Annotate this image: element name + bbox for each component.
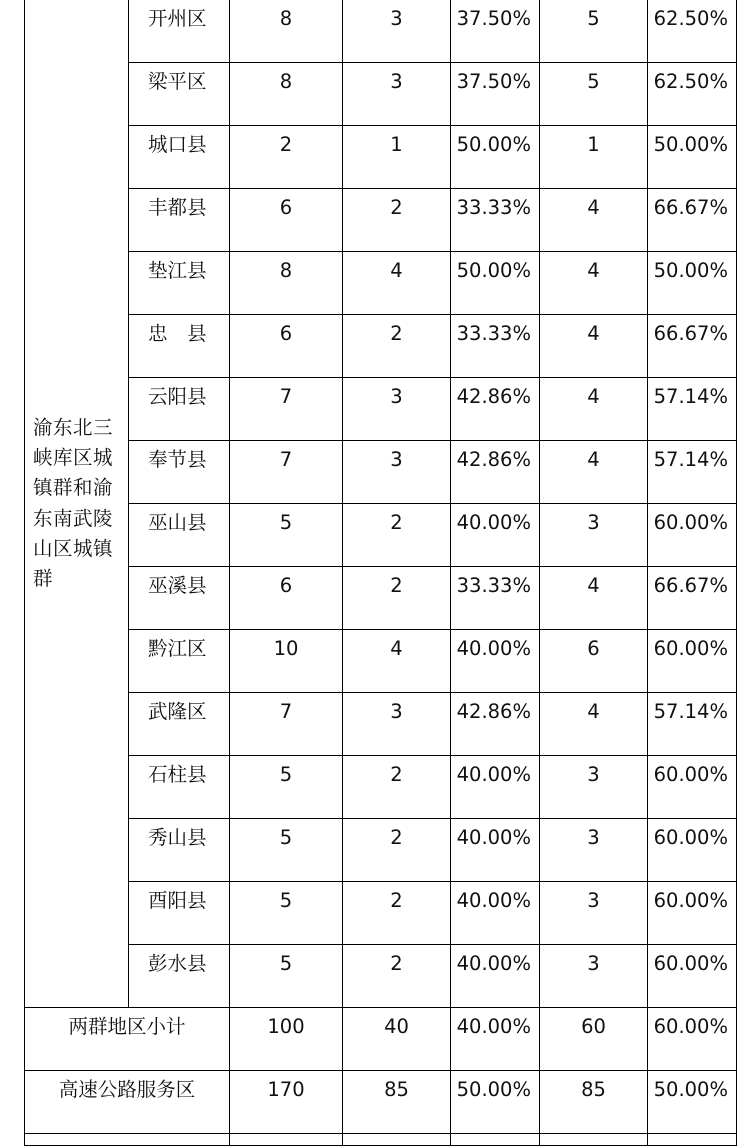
district-name-cell: 秀山县 — [129, 819, 230, 882]
percent-b-cell: 62.50% — [648, 0, 737, 63]
percent-b-cell: 66.67% — [648, 315, 737, 378]
count-b-cell: 3 — [540, 882, 648, 945]
table-row — [25, 441, 737, 504]
service-label-cell: 高速公路服务区 — [25, 1071, 230, 1134]
service-row — [25, 1071, 737, 1134]
percent-b-cell: 50.00% — [648, 252, 737, 315]
total-cell: 8 — [230, 63, 343, 126]
percent-a-cell: 42.86% — [451, 378, 540, 441]
subtotal-row — [25, 1008, 737, 1071]
percent-b-cell: 57.14% — [648, 378, 737, 441]
percent-a-cell: 50.00% — [451, 252, 540, 315]
percent-a-cell: 40.00% — [451, 756, 540, 819]
percent-a-cell: 40.00% — [451, 819, 540, 882]
total-cell: 7 — [230, 693, 343, 756]
count-a-cell: 3 — [343, 378, 451, 441]
statistics-table — [24, 0, 737, 1146]
total-cell: 5 — [230, 819, 343, 882]
district-name-cell: 梁平区 — [129, 63, 230, 126]
district-name-cell: 忠 县 — [129, 315, 230, 378]
count-a-cell: 2 — [343, 819, 451, 882]
count-b-cell: 4 — [540, 189, 648, 252]
total-cell: 5 — [230, 945, 343, 1008]
percent-b-cell: 60.00% — [648, 819, 737, 882]
table-row — [25, 63, 737, 126]
count-b-cell: 4 — [540, 567, 648, 630]
count-b-cell: 5 — [540, 63, 648, 126]
percent-b-cell: 60.00% — [648, 630, 737, 693]
total-cell: 8 — [230, 0, 343, 63]
district-name-cell: 巫山县 — [129, 504, 230, 567]
district-name-cell: 彭水县 — [129, 945, 230, 1008]
table-row — [25, 945, 737, 1008]
percent-b-cell: 66.67% — [648, 567, 737, 630]
count-b-cell: 60 — [540, 1008, 648, 1071]
count-b-cell: 4 — [540, 441, 648, 504]
count-a-cell: 4 — [343, 630, 451, 693]
count-b-cell: 4 — [540, 252, 648, 315]
count-a-cell: 2 — [343, 504, 451, 567]
count-a-cell: 1 — [343, 126, 451, 189]
count-b-cell: 3 — [540, 756, 648, 819]
district-name-cell: 垫江县 — [129, 252, 230, 315]
subtotal-label-cell: 两群地区小计 — [25, 1008, 230, 1071]
total-cell: 7 — [230, 441, 343, 504]
count-a-cell: 3 — [343, 63, 451, 126]
group-label-cell: 渝东北三峡库区城镇群和渝东南武陵山区城镇群 — [25, 0, 129, 1008]
percent-b-cell: 62.50% — [648, 63, 737, 126]
table-row — [25, 567, 737, 630]
percent-a-cell: 40.00% — [451, 504, 540, 567]
percent-a-cell: 42.86% — [451, 441, 540, 504]
percent-b-cell: 60.00% — [648, 945, 737, 1008]
percent-a-cell: 40.00% — [451, 1008, 540, 1071]
count-a-cell: 40 — [343, 1008, 451, 1071]
total-cell: 2 — [230, 126, 343, 189]
empty-cell — [25, 1134, 230, 1146]
count-a-cell: 2 — [343, 315, 451, 378]
district-name-cell: 巫溪县 — [129, 567, 230, 630]
total-cell: 6 — [230, 567, 343, 630]
percent-a-cell: 50.00% — [451, 126, 540, 189]
total-cell: 5 — [230, 504, 343, 567]
count-a-cell: 3 — [343, 693, 451, 756]
count-a-cell: 2 — [343, 945, 451, 1008]
count-a-cell: 2 — [343, 882, 451, 945]
total-cell: 8 — [230, 252, 343, 315]
table-row — [25, 819, 737, 882]
percent-a-cell: 42.86% — [451, 693, 540, 756]
table-row — [25, 882, 737, 945]
count-a-cell: 3 — [343, 441, 451, 504]
percent-b-cell: 60.00% — [648, 504, 737, 567]
count-b-cell: 1 — [540, 126, 648, 189]
percent-b-cell: 60.00% — [648, 882, 737, 945]
table-row-partial — [25, 1134, 737, 1146]
table-row — [25, 126, 737, 189]
percent-a-cell: 50.00% — [451, 1071, 540, 1134]
count-a-cell: 2 — [343, 567, 451, 630]
count-b-cell: 3 — [540, 945, 648, 1008]
district-name-cell: 云阳县 — [129, 378, 230, 441]
percent-a-cell: 33.33% — [451, 315, 540, 378]
table-row — [25, 189, 737, 252]
count-b-cell: 4 — [540, 378, 648, 441]
district-name-cell: 石柱县 — [129, 756, 230, 819]
total-cell: 170 — [230, 1071, 343, 1134]
percent-b-cell: 60.00% — [648, 756, 737, 819]
percent-b-cell: 50.00% — [648, 126, 737, 189]
percent-a-cell: 40.00% — [451, 945, 540, 1008]
count-b-cell: 85 — [540, 1071, 648, 1134]
total-cell: 6 — [230, 315, 343, 378]
percent-a-cell: 40.00% — [451, 882, 540, 945]
total-cell: 100 — [230, 1008, 343, 1071]
table-row — [25, 756, 737, 819]
count-b-cell: 3 — [540, 819, 648, 882]
district-name-cell: 黔江区 — [129, 630, 230, 693]
table-row — [25, 630, 737, 693]
district-name-cell: 奉节县 — [129, 441, 230, 504]
table-row — [25, 693, 737, 756]
percent-a-cell: 37.50% — [451, 63, 540, 126]
total-cell: 10 — [230, 630, 343, 693]
table-row — [25, 378, 737, 441]
percent-b-cell: 66.67% — [648, 189, 737, 252]
table-row — [25, 504, 737, 567]
percent-b-cell: 57.14% — [648, 693, 737, 756]
district-name-cell: 开州区 — [129, 0, 230, 63]
district-name-cell: 武隆区 — [129, 693, 230, 756]
count-b-cell: 4 — [540, 315, 648, 378]
empty-cell — [451, 1134, 540, 1146]
percent-a-cell: 33.33% — [451, 189, 540, 252]
district-name-cell: 城口县 — [129, 126, 230, 189]
count-a-cell: 85 — [343, 1071, 451, 1134]
empty-cell — [343, 1134, 451, 1146]
empty-cell — [648, 1134, 737, 1146]
district-name-cell: 酉阳县 — [129, 882, 230, 945]
percent-a-cell: 37.50% — [451, 0, 540, 63]
table-row — [25, 252, 737, 315]
total-cell: 5 — [230, 882, 343, 945]
empty-cell — [230, 1134, 343, 1146]
count-a-cell: 3 — [343, 0, 451, 63]
count-a-cell: 2 — [343, 756, 451, 819]
table-row — [25, 315, 737, 378]
percent-b-cell: 60.00% — [648, 1008, 737, 1071]
count-b-cell: 4 — [540, 693, 648, 756]
count-a-cell: 4 — [343, 252, 451, 315]
district-name-cell: 丰都县 — [129, 189, 230, 252]
percent-b-cell: 50.00% — [648, 1071, 737, 1134]
count-b-cell: 6 — [540, 630, 648, 693]
count-a-cell: 2 — [343, 189, 451, 252]
table-row — [25, 0, 737, 63]
percent-a-cell: 40.00% — [451, 630, 540, 693]
percent-b-cell: 57.14% — [648, 441, 737, 504]
total-cell: 5 — [230, 756, 343, 819]
count-b-cell: 5 — [540, 0, 648, 63]
percent-a-cell: 33.33% — [451, 567, 540, 630]
count-b-cell: 3 — [540, 504, 648, 567]
total-cell: 7 — [230, 378, 343, 441]
total-cell: 6 — [230, 189, 343, 252]
empty-cell — [540, 1134, 648, 1146]
